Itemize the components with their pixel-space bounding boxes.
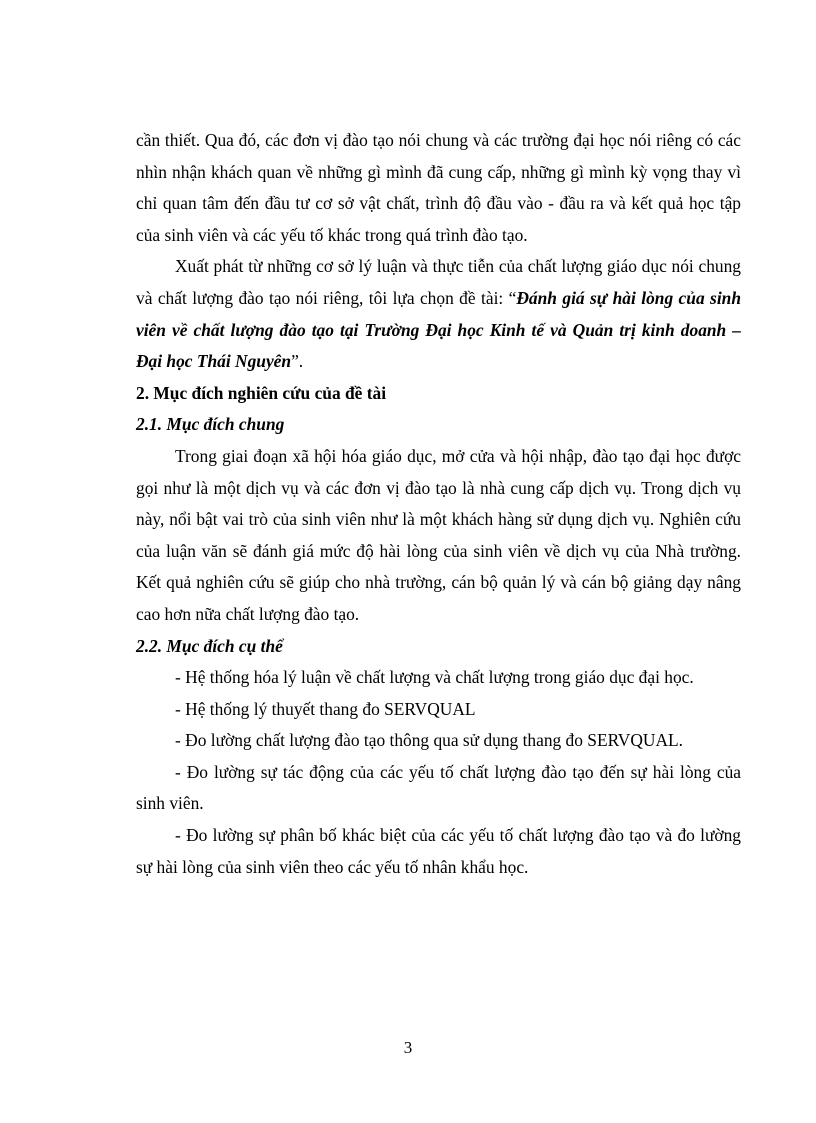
section-2-1-heading: 2.1. Mục đích chung (136, 414, 285, 435)
section-2-heading: 2. Mục đích nghiên cứu của đề tài (136, 382, 387, 403)
intro-paragraph-2 (136, 251, 741, 377)
document-body (136, 125, 741, 883)
intro-paragraph-1: cần thiết. Qua đó, các đơn vị đào tạo nói chung và các trường đại học nói riêng có các nhìn nhận khách quan về những gì mình đã cung cấp, những gì mình kỳ vọng thay vì chỉ quan tâm đến đầu tư cơ sở vật chất, trình độ đầu vào - đầu ra và kết quả học tập của sinh viên và các yếu tố khác trong quá trình đào tạo. (136, 130, 741, 245)
section-2-1-paragraph: Trong giai đoạn xã hội hóa giáo dục, mở cửa và hội nhập, đào tạo đại học được gọi như là một dịch vụ và các đơn vị đào tạo là nhà cung cấp dịch vụ. Trong dịch vụ này, nổi bật vai trò của sinh viên như là một khách hàng sử dụng dịch vụ. Nghiên cứu của luận văn sẽ đánh giá mức độ hài lòng của sinh viên về dịch vụ của Nhà trường. Kết quả nghiên cứu sẽ giúp cho nhà trường, cán bộ quản lý và cán bộ giảng dạy nâng cao hơn nữa chất lượng đào tạo. (136, 445, 741, 624)
objective-item: - Đo lường chất lượng đào tạo thông qua sử dụng thang đo SERVQUAL. (175, 730, 684, 751)
intro-paragraph-2-prefix: Xuất phát từ những cơ sở lý luận và thực tiễn của chất lượng giáo dục nói chung và chất lượng đào tạo nói riêng, tôi lựa chọn đề tài: “ (136, 256, 741, 308)
objective-item: - Đo lường sự phân bố khác biệt của các yếu tố chất lượng đào tạo và đo lường sự hài lòng của sinh viên theo các yếu tố nhân khẩu học. (136, 825, 741, 877)
thesis-title: Đánh giá sự hài lòng của sinh viên về chất lượng đào tạo tại Trường Đại học Kinh tế và Quản trị kinh doanh – Đại học Thái Nguyên (136, 287, 742, 372)
page-number: 3 (403, 1038, 413, 1057)
section-2-2-heading: 2.2. Mục đích cụ thể (136, 635, 283, 656)
intro-paragraph-2-suffix: ”. (291, 351, 304, 372)
objective-item: - Hệ thống lý thuyết thang đo SERVQUAL (175, 698, 476, 719)
objective-item: - Hệ thống hóa lý luận về chất lượng và chất lượng trong giáo dục đại học. (175, 667, 694, 688)
objective-item: - Đo lường sự tác động của các yếu tố chất lượng đào tạo đến sự hài lòng của sinh viên. (136, 761, 741, 814)
